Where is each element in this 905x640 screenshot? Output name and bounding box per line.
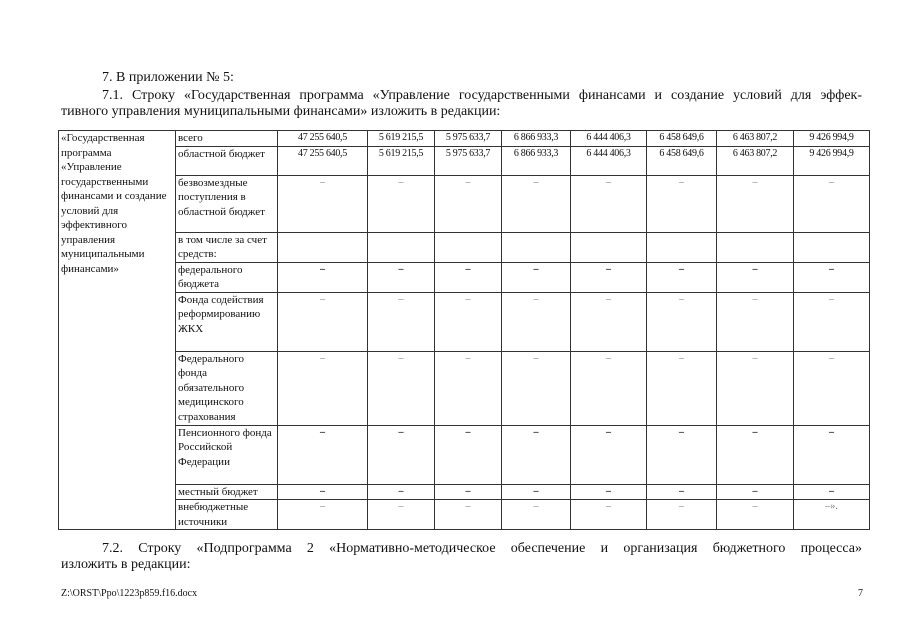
value-cell xyxy=(435,232,502,262)
section-heading: 7. В приложении № 5: xyxy=(102,70,234,85)
value-cell: – xyxy=(368,292,435,351)
funding-table-body xyxy=(59,131,870,530)
value-cell: 47 255 640,5 xyxy=(278,131,368,147)
value-cell: – xyxy=(571,484,647,500)
row-label: безвозмездные поступления в областной бюджет xyxy=(176,175,278,232)
value-cell: – xyxy=(794,484,870,500)
value-cell: – xyxy=(368,500,435,530)
paragraph-7-2-line-1: 7.2. Строку «Подпрограмма 2 «Нормативно-методическое обеспечение и организация бюджетного процесса» xyxy=(102,541,862,556)
value-cell: – xyxy=(368,425,435,484)
value-cell: 9 426 994,9 xyxy=(794,131,870,147)
value-cell: – xyxy=(717,351,794,425)
value-cell: – xyxy=(278,500,368,530)
value-cell: – xyxy=(435,175,502,232)
table-row xyxy=(59,425,870,484)
value-cell: – xyxy=(368,351,435,425)
footer-page-number: 7 xyxy=(858,588,863,599)
value-cell: – xyxy=(278,425,368,484)
value-cell xyxy=(368,232,435,262)
value-cell: – xyxy=(502,484,571,500)
value-cell: – xyxy=(717,262,794,292)
value-cell: – xyxy=(502,351,571,425)
value-cell: – xyxy=(278,175,368,232)
row-label: в том числе за счет средств: xyxy=(176,232,278,262)
value-cell xyxy=(571,232,647,262)
value-cell: – xyxy=(647,175,717,232)
value-cell: – xyxy=(571,262,647,292)
paragraph-7-2-line-2: изложить в редакции: xyxy=(61,557,191,572)
value-cell: 6 444 406,3 xyxy=(571,146,647,175)
value-cell: 5 975 633,7 xyxy=(435,146,502,175)
value-cell: 6 463 807,2 xyxy=(717,131,794,147)
table-row xyxy=(59,131,870,147)
value-cell xyxy=(502,232,571,262)
value-cell: – xyxy=(571,425,647,484)
value-cell: – xyxy=(435,484,502,500)
value-cell: – xyxy=(571,175,647,232)
row-label: Фонда содействия реформированию ЖКХ xyxy=(176,292,278,351)
value-cell: – xyxy=(278,262,368,292)
value-cell: 6 463 807,2 xyxy=(717,146,794,175)
program-name-cell: «Государственная программа «Управление государственными финансами и создание условий для эффективного управления муниципальными финансами» xyxy=(59,131,176,530)
funding-table xyxy=(58,130,870,530)
table-row xyxy=(59,484,870,500)
value-cell: – xyxy=(647,425,717,484)
value-cell: – xyxy=(717,425,794,484)
value-cell: – xyxy=(647,484,717,500)
table-row xyxy=(59,262,870,292)
value-cell: – xyxy=(435,262,502,292)
value-cell: 6 458 649,6 xyxy=(647,131,717,147)
value-cell: – xyxy=(502,175,571,232)
table-row xyxy=(59,292,870,351)
value-cell: – xyxy=(647,292,717,351)
value-cell: – xyxy=(278,484,368,500)
value-cell: – xyxy=(571,500,647,530)
row-label: Федерального фонда обязательного медицинского страхования xyxy=(176,351,278,425)
row-label: федерального бюджета xyxy=(176,262,278,292)
value-cell: 6 458 649,6 xyxy=(647,146,717,175)
value-cell: – xyxy=(571,292,647,351)
value-cell: 6 866 933,3 xyxy=(502,146,571,175)
table-row xyxy=(59,232,870,262)
table-row xyxy=(59,351,870,425)
value-cell: – xyxy=(368,262,435,292)
value-cell: – xyxy=(794,262,870,292)
value-cell: – xyxy=(794,425,870,484)
value-cell: 5 619 215,5 xyxy=(368,131,435,147)
value-cell: – xyxy=(794,292,870,351)
value-cell xyxy=(647,232,717,262)
value-cell: – xyxy=(435,500,502,530)
value-cell: 6 866 933,3 xyxy=(502,131,571,147)
value-cell: – xyxy=(717,500,794,530)
value-cell: – xyxy=(502,500,571,530)
value-cell: – xyxy=(571,351,647,425)
value-cell: – xyxy=(794,351,870,425)
value-cell: – xyxy=(794,175,870,232)
value-cell: – xyxy=(502,425,571,484)
table-row xyxy=(59,175,870,232)
row-label: всего xyxy=(176,131,278,147)
value-cell: – xyxy=(368,484,435,500)
value-cell: 9 426 994,9 xyxy=(794,146,870,175)
row-label: областной бюджет xyxy=(176,146,278,175)
value-cell xyxy=(278,232,368,262)
paragraph-7-1-line-1: 7.1. Строку «Государственная программа «Управление государственными финансами и создание условий для эффек- xyxy=(102,88,862,103)
value-cell xyxy=(717,232,794,262)
value-cell: – xyxy=(647,500,717,530)
value-cell: –». xyxy=(794,500,870,530)
value-cell: – xyxy=(435,351,502,425)
value-cell: 5 975 633,7 xyxy=(435,131,502,147)
value-cell: – xyxy=(502,262,571,292)
row-label: внебюджетные источники xyxy=(176,500,278,530)
value-cell: – xyxy=(717,292,794,351)
value-cell: 5 619 215,5 xyxy=(368,146,435,175)
value-cell: 6 444 406,3 xyxy=(571,131,647,147)
value-cell: – xyxy=(368,175,435,232)
value-cell: – xyxy=(647,262,717,292)
value-cell: – xyxy=(278,351,368,425)
row-label: Пенсионного фонда Российской Федерации xyxy=(176,425,278,484)
value-cell xyxy=(794,232,870,262)
paragraph-7-1-line-2: тивного управления муниципальными финансами» изложить в редакции: xyxy=(61,104,501,119)
value-cell: – xyxy=(502,292,571,351)
table-row xyxy=(59,500,870,530)
table-row xyxy=(59,146,870,175)
value-cell: – xyxy=(717,484,794,500)
value-cell: – xyxy=(435,425,502,484)
row-label: местный бюджет xyxy=(176,484,278,500)
value-cell: – xyxy=(278,292,368,351)
footer-file-path: Z:\ORST\Ppo\1223p859.f16.docx xyxy=(61,588,198,599)
value-cell: – xyxy=(717,175,794,232)
value-cell: 47 255 640,5 xyxy=(278,146,368,175)
value-cell: – xyxy=(647,351,717,425)
value-cell: – xyxy=(435,292,502,351)
